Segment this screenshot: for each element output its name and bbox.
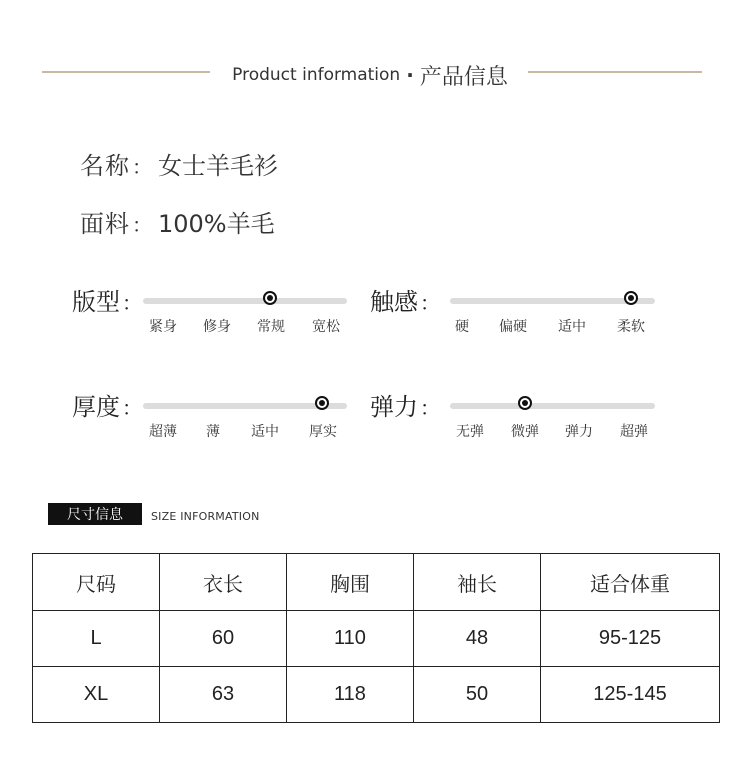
scale-fit-option: 紧身: [149, 319, 177, 335]
table-header-cell: 适合体重: [541, 554, 720, 611]
scale-elasticity-label: 弹力 ：: [370, 393, 440, 421]
name-value: 女士羊毛衫: [158, 152, 278, 180]
table-cell: 50: [414, 667, 541, 723]
scale-elasticity-option: 微弹: [511, 424, 539, 440]
section-title-en: Product information: [232, 65, 401, 85]
material-row: [80, 204, 275, 239]
table-cell: L: [33, 611, 160, 667]
table-header-row: [33, 554, 720, 611]
scale-fit-option: 宽松: [312, 319, 340, 335]
name-row: [80, 146, 278, 181]
scale-elasticity-option: 弹力: [565, 424, 593, 440]
table-header-cell: 衣长: [160, 554, 287, 611]
scale-thickness-label: 厚度 ：: [72, 393, 142, 421]
scale-elasticity: [370, 387, 670, 447]
table-header-cell: 胸围: [287, 554, 414, 611]
table-header-cell: 尺码: [33, 554, 160, 611]
scale-touch: [370, 282, 670, 342]
header-rule-left: [42, 71, 210, 73]
table-cell: 110: [287, 611, 414, 667]
scale-fit-label: 版型 ：: [72, 288, 142, 316]
table-row: [33, 667, 720, 723]
table-header-cell: 袖长: [414, 554, 541, 611]
scale-touch-label: 触感 ：: [370, 288, 440, 316]
scale-touch-option: 硬: [455, 319, 469, 335]
table-cell: 95-125: [541, 611, 720, 667]
size-info-badge: 尺寸信息: [48, 503, 142, 525]
scale-thickness-knob: [315, 396, 329, 410]
table-cell: XL: [33, 667, 160, 723]
scale-touch-option: 适中: [558, 319, 586, 335]
table-cell: 60: [160, 611, 287, 667]
scale-fit-knob: [263, 291, 277, 305]
scale-touch-option: 柔软: [617, 319, 645, 335]
name-key: 名称: [80, 152, 130, 180]
scale-thickness-option: 薄: [206, 424, 220, 440]
table-cell: 125-145: [541, 667, 720, 723]
table-cell: 48: [414, 611, 541, 667]
material-colon: ：: [132, 213, 152, 237]
size-info-subtitle: SIZE INFORMATION: [151, 510, 260, 523]
material-value: 100%羊毛: [158, 210, 275, 238]
size-table: [32, 553, 720, 723]
scale-elasticity-option: 超弹: [620, 424, 648, 440]
table-cell: 118: [287, 667, 414, 723]
scale-fit-track: [143, 298, 347, 304]
table-row: [33, 611, 720, 667]
section-title-dot: ·: [406, 63, 414, 87]
table-cell: 63: [160, 667, 287, 723]
scale-elasticity-knob: [518, 396, 532, 410]
section-title: [210, 58, 530, 92]
header-rule-right: [528, 71, 702, 73]
scale-elasticity-track: [450, 403, 655, 409]
section-title-cn: 产品信息: [419, 64, 508, 90]
scale-thickness-option: 适中: [251, 424, 279, 440]
scale-fit-option: 修身: [203, 319, 231, 335]
scale-fit: [72, 282, 372, 342]
scale-fit-option: 常规: [257, 319, 285, 335]
scale-touch-knob: [624, 291, 638, 305]
scale-elasticity-option: 无弹: [456, 424, 484, 440]
scale-thickness-option: 厚实: [309, 424, 337, 440]
material-key: 面料: [80, 210, 130, 238]
scale-thickness: [72, 387, 372, 447]
name-colon: ：: [132, 155, 152, 179]
scale-thickness-option: 超薄: [149, 424, 177, 440]
scale-touch-option: 偏硬: [499, 319, 527, 335]
